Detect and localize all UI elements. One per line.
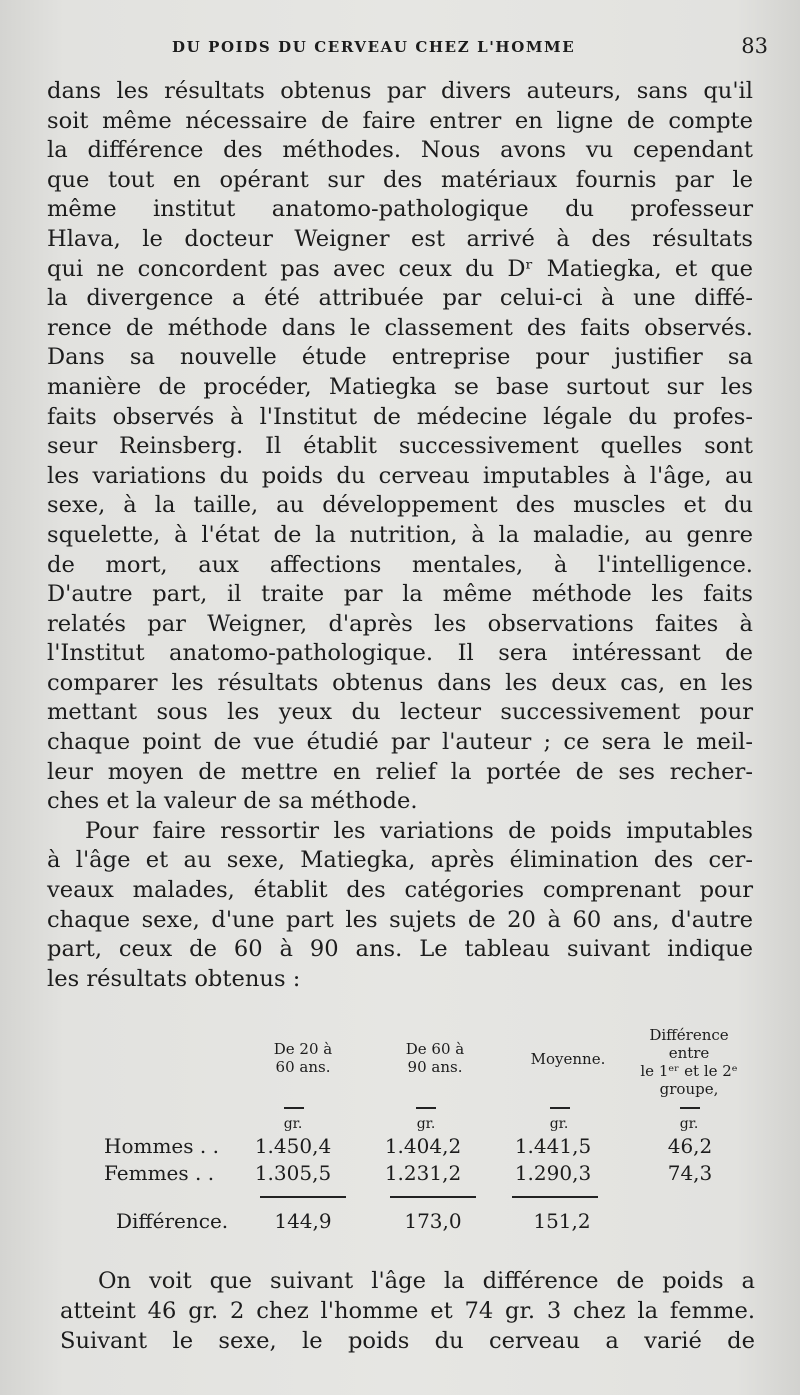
text-line: seur Reinsberg. Il établit successivement quelles sont: [47, 433, 753, 460]
text-line: mettant sous les yeux du lecteur successivement pour: [47, 699, 753, 726]
text-line: comparer les résultats obtenus dans les deux cas, en les: [47, 669, 753, 696]
header-dash: [550, 1107, 570, 1109]
results-table: [88, 1020, 768, 1250]
header-dash: [680, 1107, 700, 1109]
text-line: relatés par Weigner, d'après les observations faites à: [47, 610, 753, 637]
text-line: ches et la valeur de sa méthode.: [47, 788, 418, 815]
text-line: que tout en opérant sur des matériaux fournis par le: [47, 166, 753, 193]
text-line: Hlava, le docteur Weigner est arrivé à des résultats: [47, 225, 753, 252]
text-line: squelette, à l'état de la nutrition, à la maladie, au genre: [47, 521, 753, 548]
text-line: sexe, à la taille, au développement des muscles et du: [47, 492, 753, 519]
text-line: Dans sa nouvelle étude entreprise pour justifier sa: [47, 344, 753, 371]
cell: 151,2: [533, 1209, 591, 1233]
text-line: D'autre part, il traite par la même méthode les faits: [47, 581, 753, 608]
cell: 46,2: [667, 1134, 713, 1158]
col-header-moyenne: Moyenne.: [530, 1050, 606, 1068]
cell: 1.404,2: [384, 1134, 462, 1158]
cell: 1.290,3: [514, 1161, 592, 1185]
row-label-femmes: Femmes . .: [104, 1161, 215, 1185]
text-line: faits observés à l'Institut de médecine légale du profes-: [47, 403, 753, 430]
text-line: les résultats obtenus :: [47, 965, 301, 992]
sum-rule: [390, 1196, 476, 1198]
closing-paragraph: [60, 1266, 755, 1356]
cell: 144,9: [274, 1209, 332, 1233]
cell: 1.450,4: [254, 1134, 332, 1158]
unit-label: gr.: [549, 1116, 569, 1132]
text-line: à l'âge et au sexe, Matiegka, après élimination des cer-: [47, 847, 753, 874]
cell: 1.305,5: [254, 1161, 332, 1185]
header-dash: [284, 1107, 304, 1109]
text-line: atteint 46 gr. 2 chez l'homme et 74 gr. 3 chez la femme.: [60, 1298, 755, 1324]
text-line: chaque sexe, d'une part les sujets de 20 à 60 ans, d'autre: [47, 906, 753, 933]
text-line: On voit que suivant l'âge la différence de poids a: [98, 1268, 755, 1294]
col-header-20-60: De 20 à 60 ans.: [273, 1040, 333, 1076]
text-line: rence de méthode dans le classement des faits observés.: [47, 314, 753, 341]
text-line: veaux malades, établit des catégories comprenant pour: [47, 877, 753, 904]
text-line: chaque point de vue étudié par l'auteur ; ce sera le meil-: [47, 729, 753, 756]
sum-rule: [512, 1196, 598, 1198]
col-header-difference: Différence entre le 1ᵉʳ et le 2ᵉ groupe,: [640, 1026, 738, 1098]
row-label-hommes: Hommes . .: [104, 1134, 219, 1158]
cell: 74,3: [667, 1161, 713, 1185]
text-line: la différence des méthodes. Nous avons vu cependant: [47, 137, 753, 164]
cell: 1.231,2: [384, 1161, 462, 1185]
page-number: 83: [741, 34, 768, 58]
text-line: qui ne concordent pas avec ceux du Dʳ Matiegka, et que: [47, 255, 753, 282]
col-header-60-90: De 60 à 90 ans.: [405, 1040, 465, 1076]
text-line: manière de procéder, Matiegka se base surtout sur les: [47, 373, 753, 400]
unit-label: gr.: [679, 1116, 699, 1132]
header-dash: [416, 1107, 436, 1109]
body-text: [47, 77, 753, 994]
text-line: même institut anatomo-pathologique du professeur: [47, 196, 753, 223]
cell: 173,0: [404, 1209, 462, 1233]
row-label-difference: Différence.: [116, 1209, 229, 1233]
unit-label: gr.: [283, 1116, 303, 1132]
text-line: leur moyen de mettre en relief la portée de ses recher-: [47, 758, 753, 785]
text-line: part, ceux de 60 à 90 ans. Le tableau suivant indique: [47, 936, 753, 963]
sum-rule: [260, 1196, 346, 1198]
text-line: de mort, aux affections mentales, à l'intelligence.: [47, 551, 753, 578]
text-line: la divergence a été attribuée par celui-ci à une diffé-: [47, 285, 753, 312]
running-title: DU POIDS DU CERVEAU CHEZ L'HOMME: [172, 38, 576, 56]
page-header: [0, 34, 800, 64]
text-line: Pour faire ressortir les variations de poids imputables: [85, 817, 753, 844]
cell: 1.441,5: [514, 1134, 592, 1158]
text-line: l'Institut anatomo-pathologique. Il sera intéressant de: [47, 640, 753, 667]
text-line: soit même nécessaire de faire entrer en ligne de compte: [47, 107, 753, 134]
text-line: les variations du poids du cerveau imputables à l'âge, au: [47, 462, 753, 489]
text-line: dans les résultats obtenus par divers auteurs, sans qu'il: [47, 78, 753, 104]
text-line: Suivant le sexe, le poids du cerveau a varié de: [60, 1328, 755, 1354]
unit-label: gr.: [416, 1116, 436, 1132]
